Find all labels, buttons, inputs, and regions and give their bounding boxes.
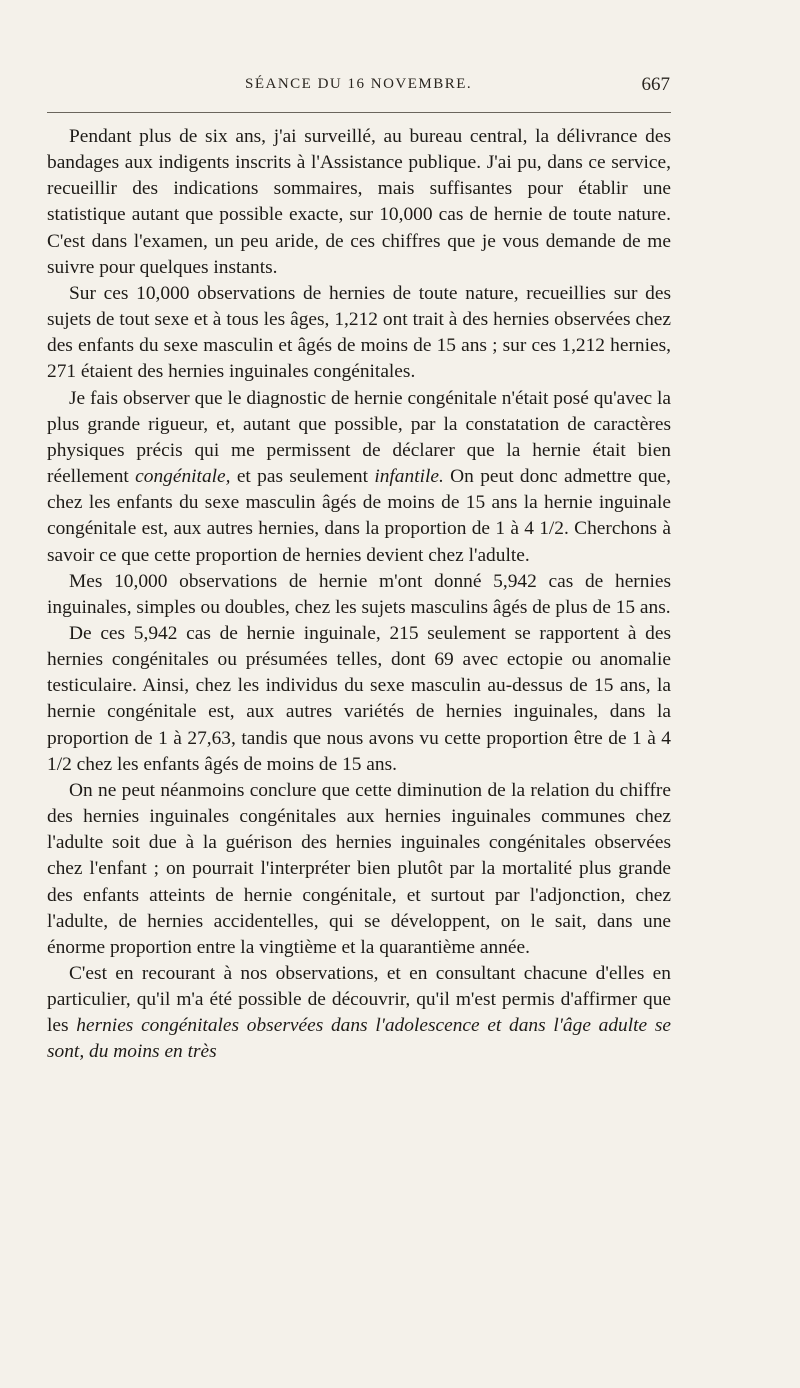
paragraph-5: De ces 5,942 cas de hernie inguinale, 215 seulement se rapportent à des hernies congénitales ou présumées telles, dont 69 avec ectopie ou anomalie testiculaire. Ainsi, chez les individus du sexe masculin au-dessus de 15 ans, la hernie congénitale est, aux autres variétés de hernies inguinales, dans la proportion de 1 à 27,63, tandis que nous avons vu cette proportion être de 1 à 4 1/2 chez les enfants âgés de moins de 15 ans. [47,622,671,775]
paragraph-6: On ne peut néanmoins conclure que cette diminution de la relation du chiffre des hernies inguinales congénitales aux hernies inguinales communes chez l'adulte soit due à la guérison des hernies inguinales congénitales observées chez l'enfant ; on pourrait l'interpréter bien plutôt par la mortalité plus grande des enfants atteints de hernie congénitale, et surtout par l'adjonction, chez l'adulte, de hernies accidentelles, qui se développent, on le sait, dans une énorme proportion entre la vingtième et la quarantième année. [47,779,671,958]
paragraph-4: Mes 10,000 observations de hernie m'ont donné 5,942 cas de hernies inguinales, simples ou doubles, chez les sujets masculins âgés de plus de 15 ans. [47,570,671,618]
running-title: SÉANCE DU 16 NOVEMBRE. [245,76,473,92]
paragraph-3-text-b: et pas seulement [230,466,375,488]
italic-phrase-du-moins: du moins en très [89,1041,217,1063]
paragraph-3 [47,386,671,569]
paragraph-7-text-a: C'est en recourant à nos observations, et en consultant chacune d'elles en particulier, qu'il m'a été possible de découvrir, qu'il m'est permis d'affirmer que les [47,963,671,1037]
paragraph-3-text-c: On peut donc admettre que, chez les enfants du sexe masculin âgés de moins de 15 ans la hernie inguinale congénitale est, aux autres hernies, dans la proportion de 1 à 4 1/2. Cherchons à savoir ce que cette proportion de hernies devient chez l'adulte. [47,466,671,566]
header-rule [47,112,671,113]
paragraph-1: Pendant plus de six ans, j'ai surveillé, au bureau central, la délivrance des bandages aux indigents inscrits à l'Assistance publique. J'ai pu, dans ce service, recueillir des indications sommaires, mais suffisantes pour établir une statistique autant que possible exacte, sur 10,000 cas de hernie de toute nature. C'est dans l'examen, un peu aride, de ces chiffres que je vous demande de me suivre pour quelques instants. [47,126,671,278]
italic-phrase-hernies: hernies congénitales observées dans l'adolescence et dans l'âge adulte se sont, [47,1015,671,1063]
italic-term-congenitale: congénitale, [135,466,231,488]
page-number: 667 [641,74,670,95]
running-head [200,76,670,102]
paragraph-2: Sur ces 10,000 observations de hernies de toute nature, recueillies sur des sujets de tout sexe et à tous les âges, 1,212 ont trait à des hernies observées chez des enfants du sexe masculin et âgés de moins de 15 ans ; sur ces 1,212 hernies, 271 étaient des hernies inguinales congénitales. [47,282,671,383]
body-text [47,124,671,1066]
paragraph-7 [47,961,671,1066]
paragraph-3-text-a: Je fais observer que le diagnostic de hernie congénitale n'était posé qu'avec la plus grande rigueur, et, autant que possible, par la constatation de caractères physiques précis qui me permissent de déclarer que la hernie était bien réellement [47,387,671,488]
italic-term-infantile: infantile. [374,466,444,488]
